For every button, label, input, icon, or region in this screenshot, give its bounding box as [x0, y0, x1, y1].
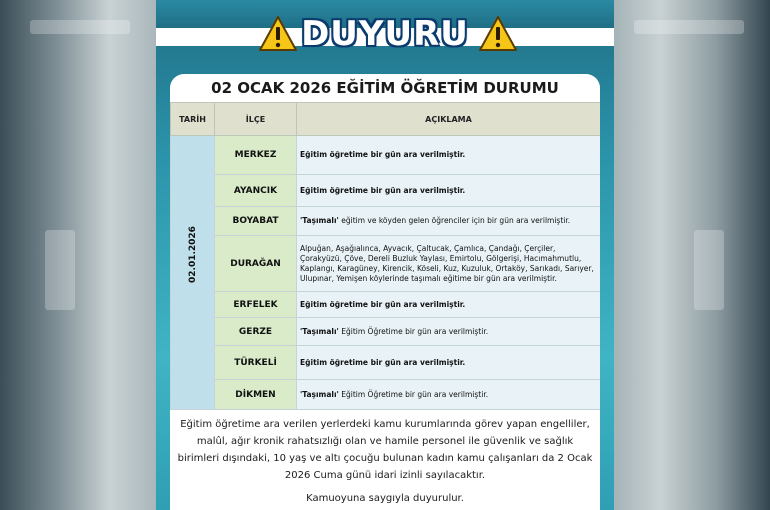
district-cell: AYANCIK [215, 175, 297, 207]
blurred-background-left [0, 0, 156, 510]
district-cell: BOYABAT [215, 207, 297, 236]
blurred-background-right [614, 0, 770, 510]
description-cell [297, 346, 601, 380]
announcement-card [170, 74, 600, 510]
district-cell: GERZE [215, 318, 297, 346]
footer-paragraph: Eğitim öğretime ara verilen yerlerdeki kamu kurumlarında görev yapan engelliler, malûl, ağır kronik rahatsızlığı olan ve hamile personel ile güvenlik ve sağlık birimleri dışındaki, 10 yaş ve altı çocuğu bulunan kadın kamu çalışanları da 2 Ocak 2026 Cuma günü idari izinli sayılacaktır. [177, 419, 593, 481]
description-text: eğitim ve köyden gelen öğrenciler için bir gün ara verilmiştir. [338, 216, 571, 225]
header-description: AÇIKLAMA [297, 103, 601, 136]
table-header-row [171, 103, 601, 136]
footer-notice [170, 410, 600, 507]
description-prefix: 'Taşımalı' [300, 216, 339, 225]
description-cell [297, 236, 601, 292]
description-cell [297, 318, 601, 346]
description-cell [297, 380, 601, 410]
description-cell [297, 136, 601, 175]
closing-line: Kamuoyuna saygıyla duyurulur. [306, 493, 464, 504]
header-district: İLÇE [215, 103, 297, 136]
table-row [171, 175, 601, 207]
date-cell [171, 136, 215, 410]
description-cell [297, 292, 601, 318]
district-cell: MERKEZ [215, 136, 297, 175]
table-row [171, 380, 601, 410]
description-text: Alpuğan, Aşağıalınca, Ayvacık, Çaltucak, Çamlıca, Çandağı, Çerçiler, Çorakyüzü, Çöve, Dereli Buzluk Yaylası, Emirtolu, Gölgerişi, Hacımahmutlu, Kaplangı, Karagüney, Kirencik, Köseli, Kuz, Kuzuluk, Ortaköy, Sarıkadı, Sarıyer, Ulupınar, Yemişen köylerinde taşımalı eğitime bir gün ara verilmiştir. [300, 243, 594, 283]
header-date: TARİH [171, 103, 215, 136]
description-text: Eğitim öğretime bir gün ara verilmiştir. [300, 150, 466, 159]
description-text: Eğitim öğretime bir gün ara verilmiştir. [300, 185, 466, 195]
district-cell: DİKMEN [215, 380, 297, 410]
table-row [171, 346, 601, 380]
table-row [171, 318, 601, 346]
district-cell: TÜRKELİ [215, 346, 297, 380]
date-value: 02.01.2026 [187, 225, 198, 283]
district-cell: ERFELEK [215, 292, 297, 318]
warning-triangle-icon [478, 14, 518, 54]
announcement-poster [156, 0, 614, 510]
table-row [171, 292, 601, 318]
description-prefix: 'Taşımalı' [300, 326, 339, 336]
status-table [170, 102, 600, 410]
description-cell [297, 175, 601, 207]
description-text: Eğitim öğretime bir gün ara verilmiştir. [300, 357, 466, 367]
description-prefix: 'Taşımalı' [300, 389, 339, 399]
description-cell [297, 207, 601, 236]
table-row [171, 207, 601, 236]
district-cell: DURAĞAN [215, 236, 297, 292]
table-row [171, 236, 601, 292]
description-text: Eğitim öğretime bir gün ara verilmiştir. [300, 299, 466, 309]
description-text: Eğitim Öğretime bir gün ara verilmiştir. [338, 389, 489, 399]
card-title: 02 OCAK 2026 EĞİTİM ÖĞRETİM DURUMU [211, 79, 559, 97]
table-row [171, 136, 601, 175]
description-text: Eğitim Öğretime bir gün ara verilmiştir. [338, 326, 489, 336]
banner-title: DUYURU [301, 14, 469, 54]
